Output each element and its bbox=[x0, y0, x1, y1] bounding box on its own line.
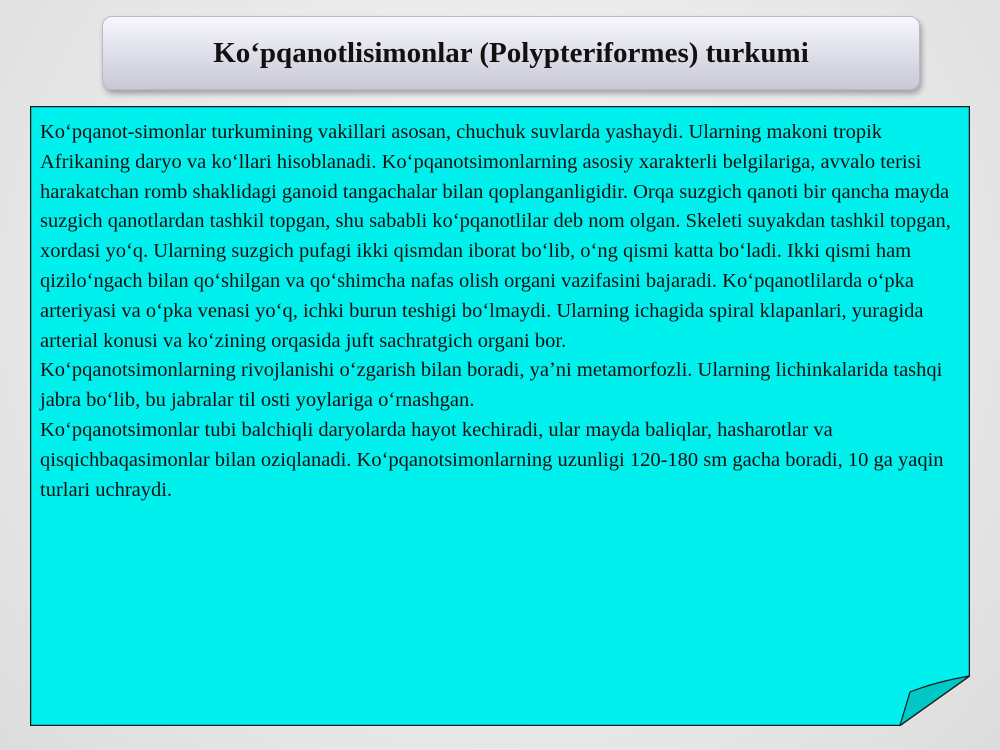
content-text bbox=[40, 118, 960, 505]
paragraph-development: Koʻpqanotsimonlarning rivojlanishi oʻzgarish bilan boradi, yaʼni metamorfozli. Ularning lichinkalarida tashqi jabra boʻlib, bu jabralar til osti yoylariga oʻrnashgan. bbox=[40, 359, 943, 412]
paragraph-habitat: Koʻpqanotsimonlar tubi balchiqli daryolarda hayot kechiradi, ular mayda baliqlar, hasharotlar va qisqichbaqasimonlar bilan oziqlanadi. Koʻpqanotsimonlarning uzunligi 120-180 sm gacha boradi, 10 ga yaqin turlari uchraydi. bbox=[40, 418, 944, 501]
paragraph-anatomy: Koʻpqanot-simonlar turkumining vakillari asosan, chuchuk suvlarda yashaydi. Ularning makoni tropik Afrikaning daryo va koʻllari hisoblanadi. Koʻpqanotsimonlarning asosiy xarakterli belgilariga, avvalo terisi harakatchan romb shaklidagi ganoid tangachalar bilan qoplanganligidir. Orqa suzgich qanoti bir qancha mayda suzgich qanotlardan tashkil topgan, shu sababli koʻpqanotlilar deb nom olgan. Skeleti suyakdan tashkil topgan, xordasi yoʻq. Ularning suzgich pufagi ikki qismdan iborat boʻlib, oʻng qismi katta boʻladi. Ikki qismi ham qiziloʻngach bilan qoʻshilgan va qoʻshimcha nafas olish organi vazifasini bajaradi. Koʻpqanotlilarda oʻpka arteriyasi va oʻpka venasi yoʻq, ichki burun teshigi boʻlmaydi. Ularning ichagida spiral klapanlari, yuragida arterial konusi va koʻzining orqasida juft sachratgich organi bor. bbox=[40, 121, 951, 352]
slide-title: Koʻpqanotlisimonlar (Polypteriformes) turkumi bbox=[213, 36, 809, 69]
title-banner bbox=[102, 16, 920, 90]
content-box bbox=[30, 106, 970, 726]
